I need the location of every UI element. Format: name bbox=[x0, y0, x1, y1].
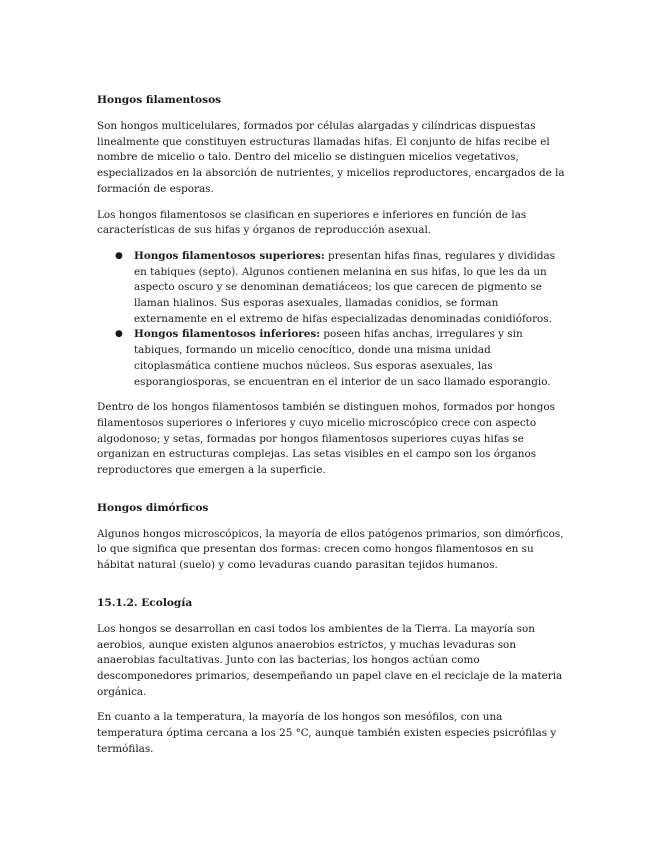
bullet-list-filamentosos bbox=[97, 249, 565, 390]
section-heading-ecologia: 15.1.2. Ecología bbox=[97, 596, 193, 609]
paragraph-mohos-setas: Dentro de los hongos filamentosos también se distinguen mohos, formados por hongos filamentosos superiores o inferiores y cuyo micelio microscópico crece con aspecto algodonoso; y setas, formadas por hongos filamentosos superiores cuyas hifas se organizan en estructuras complejas. Las setas visibles en el campo son los órganos reproductores que emergen a la superficie. bbox=[97, 401, 555, 477]
section-heading-filamentosos: Hongos filamentosos bbox=[97, 94, 222, 106]
bullet-icon: ● bbox=[115, 329, 123, 340]
paragraph-dimorficos: Algunos hongos microscópicos, la mayoría de ellos patógenos primarios, son dimórficos, lo que significa que presentan dos formas: crecen como hongos filamentosos en su hábitat natural (suelo) y como levaduras cuando parasitan tejidos humanos. bbox=[97, 527, 564, 572]
list-item-text: presentan hifas finas, regulares y divididas en tabiques (septo). Algunos contienen melanina en sus hifas, lo que les da un aspecto oscuro y se denominan dematiáceos; los que carecen de pigmento se llaman hialinos. Sus esporas asexuales, llamadas conidios, se forman externamente en el extremo de hifas especializadas denominadas conidióforos. bbox=[134, 249, 556, 325]
list-item-term: Hongos filamentosos inferiores: bbox=[134, 328, 321, 341]
list-item-text: poseen hifas anchas, irregulares y sin tabiques, formando un micelio cenocítico, donde una misma unidad citoplasmática contiene muchos núcleos. Sus esporas asexuales, las esporangiosporas, se encuentran en el interior de un saco llamado esporangio. bbox=[134, 328, 551, 388]
paragraph-ecologia-ambientes: Los hongos se desarrollan en casi todos los ambientes de la Tierra. La mayoría son aerobios, aunque existen algunos anaerobios estrictos, y muchas levaduras son anaerobias facultativas. Junto con las bacterias, los hongos actúan como descomponedores primarios, desempeñando un papel clave en el reciclaje de la materia orgánica. bbox=[97, 622, 563, 698]
section-heading-dimorficos: Hongos dimórficos bbox=[97, 501, 209, 514]
list-item bbox=[115, 327, 565, 390]
paragraph-ecologia-temperatura: En cuanto a la temperatura, la mayoría de los hongos son mesófilos, con una temperatura óptima cercana a los 25 °C, aunque también existen especies psicrófilas y termófilas. bbox=[97, 711, 557, 755]
bullet-icon: ● bbox=[115, 250, 123, 261]
list-item bbox=[115, 249, 565, 328]
list-item-term: Hongos filamentosos superiores: bbox=[134, 249, 325, 262]
paragraph-filamentosos-intro: Son hongos multicelulares, formados por células alargadas y cilíndricas dispuestas linealmente que constituyen estructuras llamadas hifas. El conjunto de hifas recibe el nombre de micelio o talo. Dentro del micelio se distinguen micelios vegetativos, especializados en la absorción de nutrientes, y micelios reproductores, encargados de la formación de esporas. bbox=[97, 120, 565, 195]
paragraph-filamentosos-clasificacion: Los hongos filamentosos se clasifican en superiores e inferiores en función de las características de sus hifas y órganos de reproducción asexual. bbox=[97, 208, 527, 237]
